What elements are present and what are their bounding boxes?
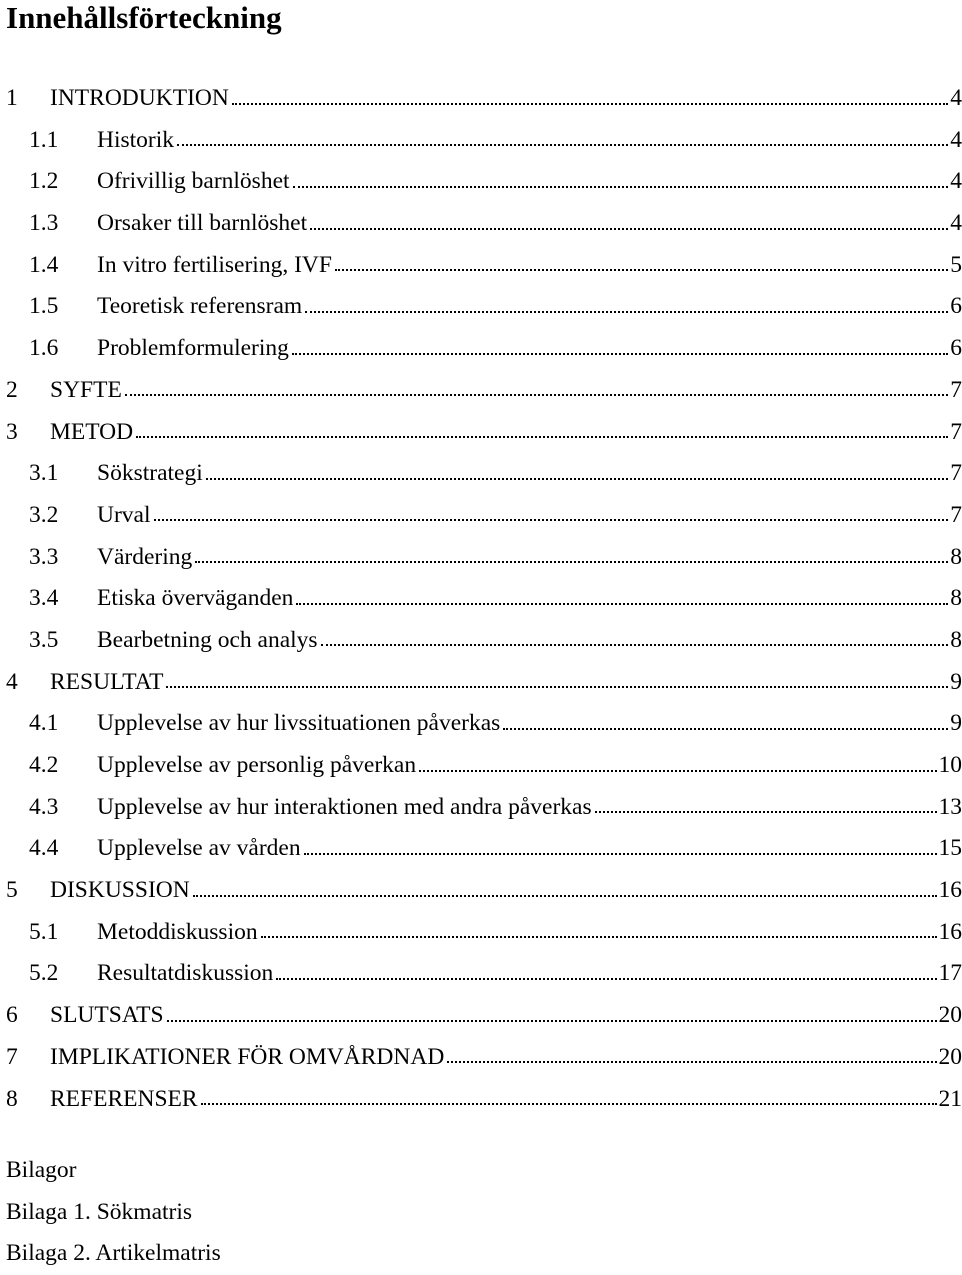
toc-dot-leader: [503, 707, 948, 731]
toc-entry-label: Orsaker till barnlöshet: [97, 203, 307, 245]
toc-entry-label: METOD: [50, 412, 133, 454]
toc-dot-leader: [335, 248, 948, 272]
toc-entry-page-number: 17: [939, 953, 962, 995]
toc-dot-leader: [292, 332, 948, 356]
toc-entry-number: 1.5: [6, 286, 97, 328]
toc-entry[interactable]: [6, 453, 962, 495]
toc-dot-leader: [305, 290, 948, 314]
toc-entry[interactable]: [6, 662, 962, 704]
toc-entry-number: 3.5: [6, 620, 97, 662]
toc-dot-leader: [293, 165, 949, 189]
toc-entry-label: Metoddiskussion: [97, 912, 258, 954]
toc-entry-label: Etiska överväganden: [97, 578, 293, 620]
appendix-item: Bilaga 1. Sökmatris: [6, 1192, 221, 1234]
toc-dot-leader: [321, 623, 949, 647]
toc-dot-leader: [595, 790, 937, 814]
toc-entry-page-number: 5: [950, 245, 962, 287]
appendix-heading: Bilagor: [6, 1150, 221, 1192]
toc-entry-number: 1.1: [6, 120, 97, 162]
toc-dot-leader: [206, 457, 949, 481]
toc-dot-leader: [276, 957, 936, 981]
toc-entry-page-number: 10: [939, 745, 962, 787]
toc-entry-label: Teoretisk referensram: [97, 286, 302, 328]
toc-entry[interactable]: [6, 995, 962, 1037]
toc-entry-page-number: 16: [939, 870, 962, 912]
toc-entry-page-number: 21: [939, 1079, 962, 1121]
toc-entry[interactable]: [6, 286, 962, 328]
toc-entry[interactable]: [6, 537, 962, 579]
toc-entry-number: 1.6: [6, 328, 97, 370]
toc-entry[interactable]: [6, 620, 962, 662]
toc-entry[interactable]: [6, 370, 962, 412]
toc-entry[interactable]: [6, 161, 962, 203]
toc-entry-label: Sökstrategi: [97, 453, 203, 495]
toc-entry-number: 4.3: [6, 787, 97, 829]
toc-entry-label: Upplevelse av personlig påverkan: [97, 745, 416, 787]
toc-entry-page-number: 16: [939, 912, 962, 954]
toc-entry-number: 4.2: [6, 745, 97, 787]
toc-entry-page-number: 4: [950, 78, 962, 120]
toc-entry-page-number: 7: [950, 453, 962, 495]
toc-entry-number: 3.4: [6, 578, 97, 620]
toc-entry-label: RESULTAT: [50, 662, 163, 704]
toc-entry-label: Upplevelse av hur interaktionen med andra påverkas: [97, 787, 592, 829]
toc-dot-leader: [167, 999, 937, 1023]
toc-dot-leader: [154, 498, 949, 522]
toc-entry-page-number: 6: [950, 328, 962, 370]
table-of-contents: [6, 78, 962, 1120]
toc-entry-label: Problemformulering: [97, 328, 289, 370]
toc-entry[interactable]: [6, 78, 962, 120]
toc-dot-leader: [177, 123, 948, 147]
toc-entry[interactable]: [6, 1079, 962, 1121]
toc-entry-number: 1.2: [6, 161, 97, 203]
toc-entry-number: 3: [6, 412, 50, 454]
toc-entry-label: Bearbetning och analys: [97, 620, 318, 662]
toc-entry[interactable]: [6, 328, 962, 370]
toc-entry[interactable]: [6, 495, 962, 537]
toc-dot-leader: [447, 1040, 936, 1064]
toc-entry-number: 5.1: [6, 912, 97, 954]
toc-dot-leader: [195, 540, 948, 564]
toc-dot-leader: [193, 874, 937, 898]
toc-entry-number: 3.1: [6, 453, 97, 495]
toc-dot-leader: [201, 1082, 937, 1106]
toc-entry-number: 8: [6, 1079, 50, 1121]
toc-entry-page-number: 20: [939, 995, 962, 1037]
toc-entry-label: Upplevelse av hur livssituationen påverkas: [97, 703, 500, 745]
appendix-list: [6, 1150, 221, 1275]
toc-entry[interactable]: [6, 578, 962, 620]
toc-entry-page-number: 7: [950, 412, 962, 454]
toc-entry-page-number: 8: [950, 537, 962, 579]
toc-entry-number: 4: [6, 662, 50, 704]
toc-entry-number: 4.4: [6, 828, 97, 870]
toc-entry[interactable]: [6, 912, 962, 954]
toc-entry-number: 3.3: [6, 537, 97, 579]
toc-entry-number: 7: [6, 1037, 50, 1079]
toc-entry-page-number: 4: [950, 120, 962, 162]
toc-entry-number: 4.1: [6, 703, 97, 745]
toc-dot-leader: [296, 582, 948, 606]
toc-dot-leader: [419, 749, 936, 773]
toc-entry-label: Urval: [97, 495, 151, 537]
toc-entry-label: REFERENSER: [50, 1079, 198, 1121]
toc-entry[interactable]: [6, 120, 962, 162]
toc-entry-label: Värdering: [97, 537, 192, 579]
toc-entry-page-number: 9: [950, 662, 962, 704]
toc-entry-number: 3.2: [6, 495, 97, 537]
toc-entry[interactable]: [6, 870, 962, 912]
toc-dot-leader: [166, 665, 948, 689]
toc-entry-number: 5.2: [6, 953, 97, 995]
toc-entry-page-number: 8: [950, 620, 962, 662]
toc-entry-page-number: 4: [950, 161, 962, 203]
toc-entry-page-number: 6: [950, 286, 962, 328]
toc-entry-number: 5: [6, 870, 50, 912]
toc-entry-label: SLUTSATS: [50, 995, 164, 1037]
toc-entry-page-number: 7: [950, 370, 962, 412]
toc-dot-leader: [310, 207, 948, 231]
toc-entry-page-number: 9: [950, 703, 962, 745]
toc-entry[interactable]: [6, 703, 962, 745]
toc-entry-number: 2: [6, 370, 50, 412]
toc-dot-leader: [136, 415, 948, 439]
page-title: Innehållsförteckning: [6, 0, 282, 38]
toc-entry-label: Resultatdiskussion: [97, 953, 273, 995]
toc-entry[interactable]: [6, 787, 962, 829]
toc-entry-page-number: 7: [950, 495, 962, 537]
toc-entry-page-number: 4: [950, 203, 962, 245]
toc-entry-label: IMPLIKATIONER FÖR OMVÅRDNAD: [50, 1037, 444, 1079]
toc-entry-number: 6: [6, 995, 50, 1037]
toc-dot-leader: [232, 82, 948, 106]
toc-entry[interactable]: [6, 745, 962, 787]
toc-entry-label: Historik: [97, 120, 174, 162]
toc-entry[interactable]: [6, 203, 962, 245]
toc-entry[interactable]: [6, 245, 962, 287]
toc-entry[interactable]: [6, 412, 962, 454]
toc-dot-leader: [125, 373, 948, 397]
toc-dot-leader: [261, 915, 937, 939]
toc-entry-label: Ofrivillig barnlöshet: [97, 161, 290, 203]
toc-entry-label: INTRODUKTION: [50, 78, 229, 120]
toc-entry-number: 1: [6, 78, 50, 120]
toc-entry[interactable]: [6, 1037, 962, 1079]
toc-dot-leader: [304, 832, 937, 856]
toc-entry-label: SYFTE: [50, 370, 122, 412]
toc-entry-page-number: 13: [939, 787, 962, 829]
toc-entry-number: 1.3: [6, 203, 97, 245]
toc-entry-label: Upplevelse av vården: [97, 828, 301, 870]
toc-entry-label: In vitro fertilisering, IVF: [97, 245, 332, 287]
toc-entry-page-number: 8: [950, 578, 962, 620]
toc-entry-label: DISKUSSION: [50, 870, 190, 912]
toc-entry[interactable]: [6, 953, 962, 995]
toc-entry-page-number: 15: [939, 828, 962, 870]
toc-entry-page-number: 20: [939, 1037, 962, 1079]
toc-entry[interactable]: [6, 828, 962, 870]
toc-entry-number: 1.4: [6, 245, 97, 287]
appendix-item: Bilaga 2. Artikelmatris: [6, 1233, 221, 1275]
